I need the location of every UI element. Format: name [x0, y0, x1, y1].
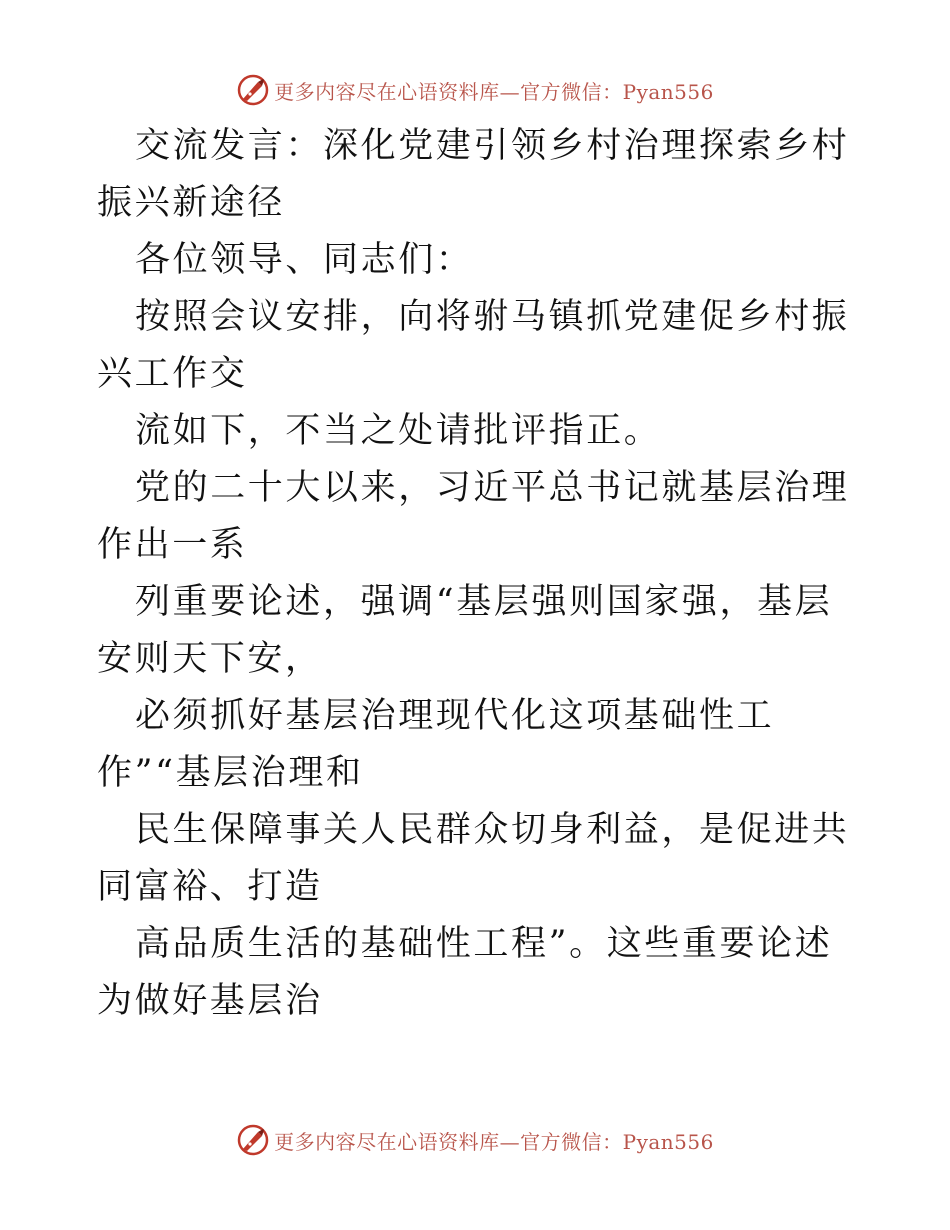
- footer-banner: [0, 1120, 950, 1160]
- pen-nib-logo-icon: [236, 1123, 270, 1157]
- pen-nib-logo-icon: [236, 73, 270, 107]
- body-paragraph: 流如下，不当之处请批评指正。: [135, 411, 662, 451]
- document-body: [97, 118, 857, 1030]
- banner-text: 更多内容尽在心语资料库—官方微信：Pyan556: [274, 1129, 714, 1154]
- document-title: 交流发言：深化党建引领乡村治理探索乡村振兴新途径: [97, 126, 850, 223]
- salutation: 各位领导、同志们：: [135, 240, 474, 280]
- header-banner: [0, 70, 950, 110]
- body-paragraph: 必须抓好基层治理现代化这项基础性工作”“基层治理和: [97, 696, 775, 793]
- body-paragraph: 民生保障事关人民群众切身利益，是促进共同富裕、打造: [97, 810, 850, 907]
- banner-text: 更多内容尽在心语资料库—官方微信：Pyan556: [274, 79, 714, 104]
- body-paragraph: 列重要论述，强调“基层强则国家强，基层安则天下安，: [97, 582, 833, 679]
- body-paragraph: 高品质生活的基础性工程”。这些重要论述为做好基层治: [97, 924, 833, 1021]
- body-paragraph: 党的二十大以来，习近平总书记就基层治理作出一系: [97, 468, 850, 565]
- body-paragraph: 按照会议安排，向将驸马镇抓党建促乡村振兴工作交: [97, 297, 850, 394]
